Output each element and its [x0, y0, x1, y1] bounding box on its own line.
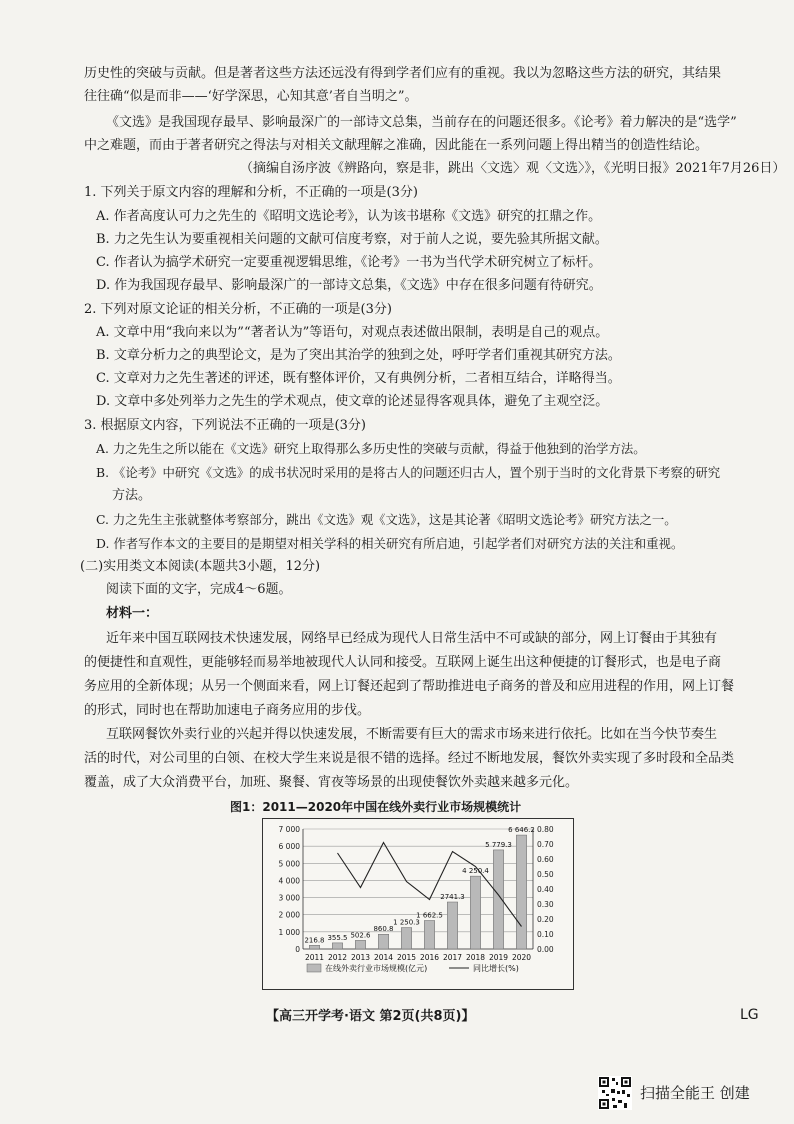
- bar: [516, 835, 526, 949]
- material-para-1-line-4: 的形式，同时也在帮助加速电子商务应用的步伐。: [84, 703, 371, 718]
- question-1-stem: 1. 下列关于原文内容的理解和分析，不正确的一项是(3分): [84, 185, 418, 200]
- material-para-1-line-3: 务应用的全新体现；从另一个侧面来看，网上订餐还起到了帮助推进电子商务的普及和应用进程的作用，网上订餐: [84, 679, 735, 694]
- body-line-4: 中之难题，而由于著者研究之得法与对相关文献理解之准确，因此能在一系列问题上得出精当的创造性结论。: [84, 138, 709, 153]
- bar-data-label: 5 779.3: [485, 840, 512, 849]
- x-tick-label: 2013: [350, 953, 371, 962]
- question-3-stem: 3. 根据原文内容，下列说法不正确的一项是(3分): [84, 418, 366, 433]
- question-2-option-b: B. 文章分析力之的典型论文，是为了突出其治学的独到之处，呼吁学者们重视其研究方法。: [96, 348, 621, 363]
- question-1-option-b: B. 力之先生认为要重视相关问题的文献可信度考察，对于前人之说，要先验其所据文献。: [96, 232, 608, 247]
- question-3-option-a: A. 力之先生之所以能在《文选》研究上取得那么多历史性的突破与贡献，得益于他独到的治学方法。: [96, 441, 646, 456]
- bar: [424, 921, 434, 950]
- bar: [378, 934, 388, 949]
- bar: [401, 928, 411, 949]
- y-left-tick-label: 3 000: [278, 893, 300, 903]
- material-para-2-line-2: 活的时代，对公司里的白领、在校大学生来说是很不错的选择。经过不断地发展，餐饮外卖实现了多时段和全品类: [84, 751, 735, 766]
- bar-data-label: 860.8: [373, 925, 394, 934]
- material-para-1-line-1: 近年来中国互联网技术快速发展，网络早已经成为现代人日常生活中不可或缺的部分，网上订餐由于其独有: [106, 631, 718, 646]
- citation: （摘编自汤序波《辨路向，察是非，跳出〈文选〉观〈文选〉》，《光明日报》2021年7月26日）: [240, 161, 786, 176]
- body-line-1: 历史性的突破与贡献。但是著者这些方法还远没有得到学者们应有的重视。我以为忽略这些方法的研究，其结果: [84, 66, 722, 81]
- y-left-tick-label: 0: [295, 945, 300, 954]
- body-line-2: 往往确“似是而非——‘好学深思，心知其意’者自当明之”。: [84, 89, 418, 104]
- x-tick-label: 2016: [419, 953, 440, 962]
- bar: [447, 902, 457, 949]
- legend-bar-swatch: [307, 964, 321, 972]
- x-tick-label: 2017: [442, 953, 463, 962]
- bar: [309, 945, 319, 949]
- question-3-option-b-cont: 方法。: [112, 488, 152, 503]
- legend-bar-label: 在线外卖行业市场规模(亿元): [325, 964, 428, 973]
- section-2-instruction: 阅读下面的文字，完成4～6题。: [106, 582, 292, 597]
- section-2-heading: (二)实用类文本阅读(本题共3小题，12分): [80, 559, 321, 574]
- page-footer: 【高三开学考·语文 第2页(共8页)】: [266, 1009, 475, 1024]
- qr-code-icon: [598, 1076, 632, 1110]
- scanner-watermark: 扫描全能王 创建: [640, 1084, 750, 1102]
- y-left-tick-label: 2 000: [278, 910, 300, 920]
- bar-data-label: 2741.3: [440, 893, 465, 902]
- bar-data-label: 1 250.3: [393, 918, 420, 927]
- bar: [332, 943, 342, 949]
- question-2-option-d: D. 文章中多处列举力之先生的学术观点，使文章的论述显得客观具体，避免了主观空泛。: [96, 394, 609, 409]
- material-para-2-line-1: 互联网餐饮外卖行业的兴起并得以快速发展，不断需要有巨大的需求市场来进行依托。比如在当今快节奏生: [106, 727, 718, 742]
- x-tick-label: 2014: [373, 953, 394, 962]
- x-tick-label: 2020: [511, 953, 532, 962]
- y-left-tick-label: 6 000: [278, 842, 300, 852]
- y-right-tick-label: 0.80: [537, 825, 554, 834]
- question-1-option-c: C. 作者认为搞学术研究一定要重视逻辑思维，《论考》一书为当代学术研究树立了标杆。: [96, 255, 602, 270]
- bar-data-label: 216.8: [304, 936, 325, 945]
- bar: [355, 940, 365, 949]
- material-para-2-line-3: 覆盖，成了大众消费平台，加班、聚餐、宵夜等场景的出现使餐饮外卖越来越多元化。: [84, 775, 579, 790]
- y-right-tick-label: 0.20: [537, 915, 554, 924]
- y-left-tick-label: 4 000: [278, 876, 300, 886]
- question-2-option-c: C. 文章对力之先生著述的评述，既有整体评价，又有典例分析，二者相互结合，详略得当。: [96, 371, 621, 386]
- x-tick-label: 2015: [396, 953, 417, 962]
- material-para-1-line-2: 的便捷性和直观性，更能够轻而易举地被现代人认同和接受。互联网上诞生出这种便捷的订餐形式，也是电子商: [84, 655, 722, 670]
- market-size-chart: [263, 819, 573, 989]
- chart-title: 图1：2011—2020年中国在线外卖行业市场规模统计: [230, 800, 522, 814]
- footer-code: LG: [740, 1007, 759, 1023]
- bar-data-label: 355.5: [327, 933, 348, 942]
- x-tick-label: 2012: [327, 953, 348, 962]
- material-1-label: 材料一：: [106, 606, 159, 621]
- bar-data-label: 1 662.5: [416, 911, 443, 920]
- bar-data-label: 4 250.4: [462, 867, 489, 876]
- bar-data-label: 6 646.2: [508, 826, 535, 835]
- chart-frame: [262, 818, 574, 990]
- question-2-stem: 2. 下列对原文论证的相关分析，不正确的一项是(3分): [84, 302, 392, 317]
- bar-data-label: 502.6: [350, 931, 371, 940]
- y-left-tick-label: 1 000: [278, 927, 300, 937]
- y-right-tick-label: 0.60: [537, 855, 554, 864]
- question-1-option-a: A. 作者高度认可力之先生的《昭明文选论考》，认为该书堪称《文选》研究的扛鼎之作。: [96, 209, 602, 224]
- y-right-tick-label: 0.00: [537, 945, 554, 954]
- bar: [470, 876, 480, 949]
- y-right-tick-label: 0.40: [537, 885, 554, 894]
- y-left-tick-label: 5 000: [278, 859, 300, 869]
- body-line-3: 《文选》是我国现存最早、影响最深广的一部诗文总集，当前存在的问题还很多。《论考》着力解决的是“选学”: [106, 115, 737, 130]
- question-1-option-d: D. 作为我国现存最早、影响最深广的一部诗文总集，《文选》中存在很多问题有待研究。: [96, 278, 602, 293]
- y-right-tick-label: 0.50: [537, 870, 554, 879]
- x-tick-label: 2019: [488, 953, 509, 962]
- y-left-tick-label: 7 000: [278, 825, 300, 834]
- question-2-option-a: A. 文章中用“我向来以为”“著者认为”等语句，对观点表述做出限制，表明是自己的观点。: [96, 325, 609, 340]
- y-right-tick-label: 0.10: [537, 930, 554, 939]
- y-right-tick-label: 0.70: [537, 840, 554, 849]
- x-tick-label: 2018: [465, 953, 486, 962]
- y-right-tick-label: 0.30: [537, 900, 554, 909]
- x-tick-label: 2011: [304, 953, 325, 962]
- legend-line-label: 同比增长(%): [473, 964, 519, 973]
- question-3-option-c: C. 力之先生主张就整体考察部分，跳出《文选》观《文选》，这是其论著《昭明文选论考》研究方法之一。: [96, 512, 677, 527]
- question-3-option-d: D. 作者写作本文的主要目的是期望对相关学科的相关研究有所启迪，引起学者们对研究方法的关注和重视。: [96, 536, 684, 551]
- question-3-option-b: B. 《论考》中研究《文选》的成书状况时采用的是将古人的问题还归古人，置个别于当时的文化背景下考察的研究: [96, 465, 721, 480]
